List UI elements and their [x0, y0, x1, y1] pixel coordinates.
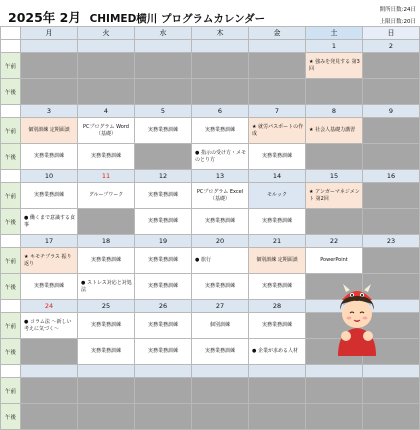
date-cell-fri: 7: [249, 105, 306, 118]
program-cell-am-thu[interactable]: 実務業務訓練: [192, 118, 249, 144]
program-cell-pm-mon: [21, 79, 78, 105]
weekday-tue: 火: [78, 27, 135, 40]
program-cell-pm-sun: [363, 79, 420, 105]
date-cell-wed: [135, 40, 192, 53]
program-cell-pm-sun: [363, 404, 420, 430]
day-counts: [380, 4, 416, 28]
date-cell-wed: 19: [135, 235, 192, 248]
program-cell-am-sat[interactable]: ★ 社会人基礎力講習: [306, 118, 363, 144]
program-cell-pm-thu: [192, 404, 249, 430]
program-cell-pm-tue: [78, 209, 135, 235]
afternoon-row: [1, 144, 420, 170]
program-cell-am-tue[interactable]: 実務業務訓練: [78, 248, 135, 274]
morning-row: [1, 53, 420, 79]
date-cell-sat: 15: [306, 170, 363, 183]
date-row-spacer: [1, 40, 21, 53]
date-cell-sat: [306, 365, 363, 378]
date-cell-mon: 3: [21, 105, 78, 118]
program-cell-pm-fri[interactable]: 実務業務訓練: [249, 209, 306, 235]
afternoon-label: 午後: [1, 339, 21, 365]
program-cell-pm-fri: [249, 79, 306, 105]
program-cell-pm-wed: [135, 144, 192, 170]
date-cell-tue: [78, 365, 135, 378]
afternoon-label: 午後: [1, 209, 21, 235]
program-cell-am-mon[interactable]: ● コラム法 ～新しい考えに気づく～: [21, 313, 78, 339]
program-cell-pm-wed[interactable]: 実務業務訓練: [135, 339, 192, 365]
program-cell-pm-mon[interactable]: ● 働くまで意識する食事: [21, 209, 78, 235]
morning-label: 午前: [1, 248, 21, 274]
program-cell-am-wed: [135, 53, 192, 79]
afternoon-label: 午後: [1, 274, 21, 300]
program-cell-pm-thu[interactable]: 実務業務訓練: [192, 274, 249, 300]
opening-days: 開所日数:24日: [379, 7, 416, 13]
weekday-sat: 土: [306, 27, 363, 40]
date-cell-thu: [192, 365, 249, 378]
program-cell-am-thu[interactable]: 個別訓練: [192, 313, 249, 339]
weekday-thu: 木: [192, 27, 249, 40]
weekday-sun: 日: [363, 27, 420, 40]
date-cell-tue: [78, 40, 135, 53]
program-cell-am-mon[interactable]: ★ キモチプラス 振り返り: [21, 248, 78, 274]
program-cell-am-tue[interactable]: 実務業務訓練: [78, 313, 135, 339]
program-name: CHIMED横川 プログラムカレンダー: [89, 13, 266, 25]
program-cell-am-tue: [78, 378, 135, 404]
date-cell-sun: 2: [363, 40, 420, 53]
program-cell-pm-tue[interactable]: 実務業務訓練: [78, 144, 135, 170]
program-cell-am-mon[interactable]: 個別訓練 定期面談: [21, 118, 78, 144]
date-cell-mon: 17: [21, 235, 78, 248]
program-cell-am-fri: [249, 53, 306, 79]
program-cell-am-sat[interactable]: ★ 強みを発見する 第3回: [306, 53, 363, 79]
date-cell-mon: 10: [21, 170, 78, 183]
weekday-header-row: [1, 27, 420, 40]
program-cell-am-thu[interactable]: ● 旅行: [192, 248, 249, 274]
program-cell-am-sun: [363, 53, 420, 79]
program-cell-am-sat: [306, 378, 363, 404]
weekday-mon: 月: [21, 27, 78, 40]
program-cell-pm-fri[interactable]: 実務業務訓練: [249, 274, 306, 300]
date-cell-mon: [21, 365, 78, 378]
date-cell-mon: [21, 40, 78, 53]
date-cell-sun: [363, 365, 420, 378]
date-cell-wed: [135, 365, 192, 378]
program-cell-am-mon: [21, 53, 78, 79]
calendar-grid: [0, 26, 420, 430]
date-cell-thu: 27: [192, 300, 249, 313]
date-cell-fri: 21: [249, 235, 306, 248]
program-cell-pm-wed: [135, 79, 192, 105]
date-cell-thu: 20: [192, 235, 249, 248]
program-cell-am-fri[interactable]: 実務業務訓練: [249, 313, 306, 339]
date-row-spacer: [1, 170, 21, 183]
program-cell-pm-wed[interactable]: 実務業務訓練: [135, 209, 192, 235]
program-cell-pm-fri[interactable]: 実務業務訓練: [249, 144, 306, 170]
morning-label: 午前: [1, 183, 21, 209]
program-cell-am-tue: [78, 53, 135, 79]
date-row: [1, 40, 420, 53]
program-cell-pm-fri: [249, 404, 306, 430]
program-cell-pm-tue: [78, 79, 135, 105]
date-cell-tue: 4: [78, 105, 135, 118]
program-cell-am-wed[interactable]: 実務業務訓練: [135, 248, 192, 274]
program-cell-am-sun: [363, 378, 420, 404]
program-cell-pm-fri[interactable]: ● 企業が求める人材: [249, 339, 306, 365]
date-cell-fri: [249, 365, 306, 378]
program-cell-pm-mon[interactable]: 実務業務訓練: [21, 274, 78, 300]
program-cell-am-sat[interactable]: PowerPoint: [306, 248, 363, 274]
program-cell-am-fri[interactable]: モルック: [249, 183, 306, 209]
program-cell-pm-thu: [192, 79, 249, 105]
program-cell-am-fri[interactable]: 個別訓練 定期面談: [249, 248, 306, 274]
date-row: [1, 170, 420, 183]
program-cell-am-wed[interactable]: 実務業務訓練: [135, 118, 192, 144]
date-row: [1, 105, 420, 118]
morning-row: [1, 248, 420, 274]
program-cell-am-sun: [363, 248, 420, 274]
program-cell-am-mon[interactable]: 実務業務訓練: [21, 183, 78, 209]
program-cell-am-sat[interactable]: ★ アンガーマネジメント 第2回: [306, 183, 363, 209]
date-cell-tue: 18: [78, 235, 135, 248]
date-cell-sat: 8: [306, 105, 363, 118]
date-cell-sun: 23: [363, 235, 420, 248]
max-days: 上限日数:20日: [379, 19, 416, 25]
afternoon-row: [1, 404, 420, 430]
program-cell-pm-tue[interactable]: ● ストレス対応と対処法: [78, 274, 135, 300]
date-cell-fri: 14: [249, 170, 306, 183]
date-cell-fri: 28: [249, 300, 306, 313]
weekday-wed: 水: [135, 27, 192, 40]
program-cell-pm-sat: [306, 79, 363, 105]
corner-cell: [1, 27, 21, 40]
program-cell-pm-mon: [21, 339, 78, 365]
program-cell-am-fri[interactable]: ★ 就労パスポートの作成: [249, 118, 306, 144]
date-cell-fri: [249, 40, 306, 53]
morning-label: 午前: [1, 313, 21, 339]
program-cell-pm-tue[interactable]: 実務業務訓練: [78, 339, 135, 365]
program-cell-pm-thu[interactable]: 実務業務訓練: [192, 209, 249, 235]
morning-label: 午前: [1, 118, 21, 144]
morning-row: [1, 183, 420, 209]
morning-label: 午前: [1, 53, 21, 79]
program-cell-am-fri: [249, 378, 306, 404]
program-cell-am-thu: [192, 53, 249, 79]
date-cell-tue: 11: [78, 170, 135, 183]
program-cell-pm-mon[interactable]: 実務業務訓練: [21, 144, 78, 170]
program-cell-am-sun: [363, 118, 420, 144]
program-cell-pm-wed[interactable]: 実務業務訓練: [135, 274, 192, 300]
afternoon-label: 午後: [1, 404, 21, 430]
page-title: [8, 8, 265, 26]
date-cell-thu: 13: [192, 170, 249, 183]
date-row-spacer: [1, 365, 21, 378]
date-row: [1, 365, 420, 378]
program-cell-pm-sun: [363, 209, 420, 235]
oni-mascot-icon: [328, 284, 386, 356]
date-cell-thu: [192, 40, 249, 53]
date-row-spacer: [1, 105, 21, 118]
morning-row: [1, 378, 420, 404]
date-row-spacer: [1, 300, 21, 313]
weekday-fri: 金: [249, 27, 306, 40]
date-cell-wed: 5: [135, 105, 192, 118]
date-cell-sat: 22: [306, 235, 363, 248]
date-cell-sat: 1: [306, 40, 363, 53]
morning-label: 午前: [1, 378, 21, 404]
date-cell-wed: 12: [135, 170, 192, 183]
program-cell-pm-thu[interactable]: 実務業務訓練: [192, 339, 249, 365]
date-cell-wed: 26: [135, 300, 192, 313]
program-cell-am-tue[interactable]: PCプログラム Word（基礎）: [78, 118, 135, 144]
afternoon-label: 午後: [1, 79, 21, 105]
date-cell-sun: 9: [363, 105, 420, 118]
program-cell-pm-mon: [21, 404, 78, 430]
program-cell-pm-sat: [306, 209, 363, 235]
date-cell-sun: 16: [363, 170, 420, 183]
program-cell-am-thu[interactable]: PCプログラム Excel（基礎）: [192, 183, 249, 209]
program-cell-pm-thu[interactable]: ● 指示の受け方・メモのとり方: [192, 144, 249, 170]
program-cell-am-mon: [21, 378, 78, 404]
program-cell-pm-wed: [135, 404, 192, 430]
program-cell-am-tue[interactable]: グループワーク: [78, 183, 135, 209]
date-cell-mon: 24: [21, 300, 78, 313]
program-cell-pm-sun: [363, 144, 420, 170]
date-row-spacer: [1, 235, 21, 248]
program-cell-pm-sat: [306, 404, 363, 430]
morning-row: [1, 118, 420, 144]
program-cell-am-thu: [192, 378, 249, 404]
program-cell-am-wed: [135, 378, 192, 404]
program-cell-am-wed[interactable]: 実務業務訓練: [135, 183, 192, 209]
program-cell-am-wed[interactable]: 実務業務訓練: [135, 313, 192, 339]
program-cell-pm-tue: [78, 404, 135, 430]
date-row: [1, 235, 420, 248]
program-cell-pm-sat: [306, 144, 363, 170]
afternoon-label: 午後: [1, 144, 21, 170]
afternoon-row: [1, 79, 420, 105]
date-cell-thu: 6: [192, 105, 249, 118]
afternoon-row: [1, 209, 420, 235]
year-month-label: 2025年 2月: [8, 10, 81, 25]
date-cell-tue: 25: [78, 300, 135, 313]
program-cell-am-sun: [363, 183, 420, 209]
